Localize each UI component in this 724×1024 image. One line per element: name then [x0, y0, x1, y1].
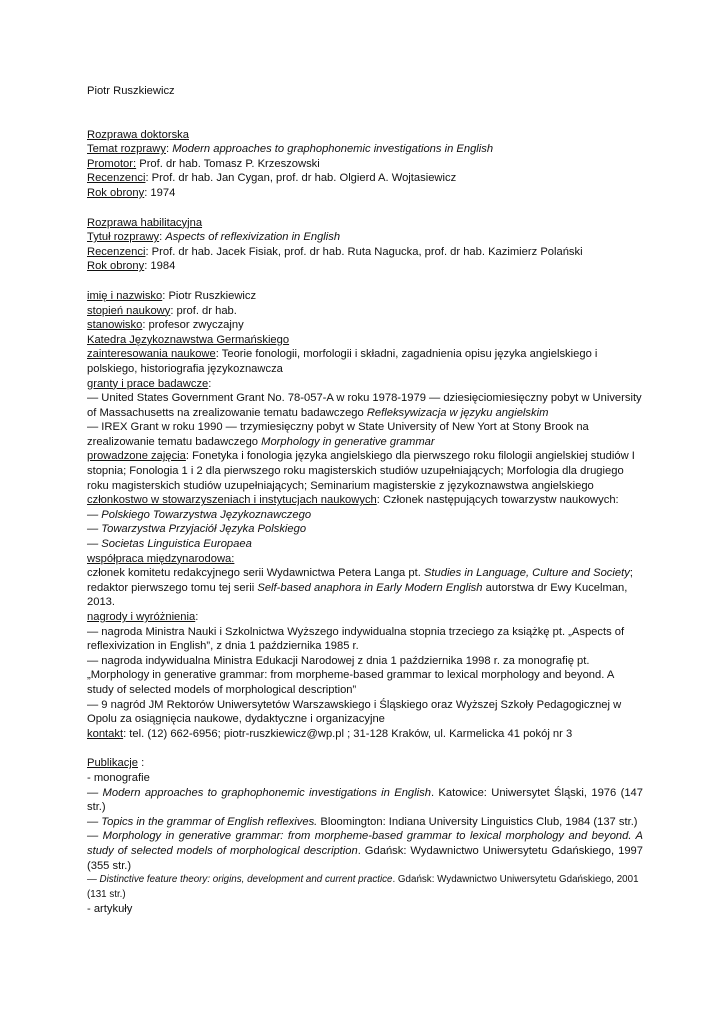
interests-label: zainteresowania naukowe	[87, 348, 216, 361]
cooperation-text	[87, 566, 643, 610]
habilitation-heading: Rozprawa habilitacyjna	[87, 216, 203, 229]
profile-memberships	[87, 493, 643, 508]
reviewers-value: : Prof. dr hab. Jacek Fisiak, prof. dr hab. Ruta Nagucka, prof. dr hab. Kazimierz Polański	[145, 245, 583, 258]
coop-text-3: autorstwa dr Ewy Kucelman, 2013.	[87, 581, 628, 609]
publications-suffix: :	[138, 757, 145, 770]
profile-interests	[87, 347, 643, 376]
year-value: : 1974	[144, 186, 176, 199]
doctorate-year	[87, 186, 643, 201]
topic-value: Modern approaches to graphophonemic investigations in English	[172, 143, 494, 156]
degree-value: : prof. dr hab.	[170, 304, 237, 317]
habilitation-reviewers	[87, 245, 643, 260]
degree-label: stopień naukowy	[87, 304, 171, 317]
grants-label: granty i prace badawcze	[87, 377, 209, 390]
profile-name	[87, 289, 643, 304]
year-label: Rok obrony	[87, 186, 145, 199]
position-label: stanowisko	[87, 319, 143, 332]
doctorate-section	[87, 128, 643, 201]
society-item-3: — Societas Linguistica Europaea	[87, 538, 252, 551]
monograph-item-3	[87, 829, 643, 873]
mono1-details: . Katowice: Uniwersytet Śląski, 1976 (147 str.)	[87, 786, 643, 814]
monograph-item-1	[87, 786, 643, 815]
title-label: Tytuł rozprawy	[87, 231, 160, 244]
interests-value: : Teorie fonologii, morfologii i składni, zagadnienia opisu języka angielskiego i polskiego, historiografia językoznawcza	[87, 348, 598, 375]
memberships-value: : Członek następujących towarzystw naukowych:	[376, 494, 619, 507]
award-item-3: — 9 nagród JM Rektorów Uniwersytetów Warszawskiego i Śląskiego oraz Wyższej Szkoły Pedagogicznej w Opolu za osiągnięcia naukowe, dydaktyczne i organizacyjne	[87, 698, 622, 726]
grant2-text: — IREX Grant w roku 1990 — trzymiesięczny pobyt w State University of New Yort at Stony Brook na zrealizowanie tematu badawczego	[87, 421, 589, 448]
awards-colon: :	[195, 611, 199, 623]
profile-section	[87, 289, 643, 741]
reviewers-label: Recenzenci	[87, 245, 146, 258]
doctorate-reviewers	[87, 171, 643, 186]
awards-label: nagrody i wyróżnienia	[87, 611, 196, 623]
habilitation-year	[87, 259, 643, 274]
society-item-1: — Polskiego Towarzystwa Językoznawczego	[87, 508, 312, 521]
name-value: : Piotr Ruszkiewicz	[162, 289, 257, 302]
mono1-title: — Modern approaches to graphophonemic investigations in English	[87, 786, 431, 799]
topic-label: Temat rozprawy	[87, 143, 166, 156]
mono3-details: . Gdańsk: Wydawnictwo Uniwersytetu Gdańskiego, 1997 (355 str.)	[87, 844, 643, 872]
publications-section	[87, 756, 643, 917]
grant1-italic: Refleksywizacja w języku angielskim	[366, 406, 549, 419]
memberships-label: członkostwo w stowarzyszeniach i instytucjach naukowych	[87, 494, 377, 507]
award-item-1: — nagroda Ministra Nauki i Szkolnictwa Wyższego indywidualna stopnia trzeciego za książkę pt. „Aspects of reflexivization in English”, z dnia 1 października 1985 r.	[87, 625, 625, 653]
articles-label: - artykuły	[87, 903, 133, 916]
position-value: : profesor zwyczajny	[142, 319, 244, 332]
reviewers-value: : Prof. dr hab. Jan Cygan, prof. dr hab. Olgierd A. Wojtasiewicz	[145, 172, 457, 185]
reviewers-label: Recenzenci	[87, 172, 146, 185]
profile-grants-heading: granty i prace badawcze:	[87, 377, 212, 390]
grant-item-1	[87, 391, 643, 420]
year-label: Rok obrony	[87, 260, 145, 273]
mono2-title: — Topics in the grammar of English reflexives.	[87, 815, 318, 828]
doctorate-promoter	[87, 157, 643, 172]
classes-label: prowadzone zajęcia	[87, 450, 186, 463]
contact-value: : tel. (12) 662-6956; piotr-ruszkiewicz@wp.pl ; 31-128 Kraków, ul. Karmelicka 41 pokój nr 3	[123, 727, 573, 740]
coop-text-1: członek komitetu redakcyjnego serii Wydawnictwa Petera Langa pt.	[87, 567, 424, 580]
habilitation-title: Tytuł rozprawy: Aspects of reflexivization in English	[87, 231, 341, 244]
cooperation-heading: współpraca międzynarodowa:	[87, 552, 235, 565]
grant2-italic: Morphology in generative grammar	[261, 435, 435, 448]
habilitation-section	[87, 216, 643, 274]
grant-item-2	[87, 420, 643, 449]
mono4-details: . Gdańsk: Wydawnictwo Uniwersytetu Gdańskiego, 2001 (131 str.)	[87, 874, 639, 900]
mono2-details: Bloomington: Indiana University Linguistics Club, 1984 (137 str.)	[317, 815, 638, 828]
doctorate-topic: Temat rozprawy: Modern approaches to graphophonemic investigations in English	[87, 143, 494, 156]
author-name: Piotr Ruszkiewicz	[87, 85, 175, 97]
classes-value: : Fonetyka i fonologia języka angielskiego dla pierwszego roku filologii angielskiej studiów I stopnia; Fonologia 1 i 2 dla pierwszego roku magisterskich studiów uzupełniających; Morfologia dla drugiego roku magisterskich studiów uzupełniających; Seminarium magisterskie z językoznawstwa angielskiego	[87, 450, 635, 492]
monographs-label: - monografie	[87, 771, 150, 784]
award-item-2: — nagroda indywidualna Ministra Edukacji Narodowej z dnia 1 października 1998 r. za monografię pt. „Morphology in generative grammar: from morpheme-based grammar to lexical morphology and beyond. A study of selected models of morphological description”	[87, 654, 614, 696]
society-item-2: — Towarzystwa Przyjaciół Języka Polskiego	[87, 523, 307, 536]
coop-italic-1: Studies in Language, Culture and Society	[423, 567, 630, 580]
document-page	[87, 84, 643, 917]
title-value: Aspects of reflexivization in English	[165, 231, 341, 244]
doctorate-heading: Rozprawa doktorska	[87, 128, 189, 141]
coop-italic-2: Self-based anaphora in Early Modern English	[257, 581, 483, 594]
profile-classes	[87, 449, 643, 493]
promoter-value: Prof. dr hab. Tomasz P. Krzeszowski	[136, 157, 320, 170]
monograph-item-2	[87, 815, 643, 830]
monograph-item-4	[87, 873, 643, 902]
profile-position	[87, 318, 643, 333]
contact-label: kontakt	[87, 727, 124, 740]
profile-department: Katedra Językoznawstwa Germańskiego	[87, 333, 290, 346]
year-value: : 1984	[144, 260, 176, 273]
awards-heading	[87, 610, 643, 625]
publications-heading	[87, 756, 643, 771]
grant1-text: — United States Government Grant No. 78-057-A w roku 1978-1979 — dziesięciomiesięczny pobyt w University of Massachusetts na zrealizowanie tematu badawczego	[87, 392, 642, 419]
profile-degree	[87, 304, 643, 319]
mono3-title: — Morphology in generative grammar: from morpheme-based grammar to lexical morphology and beyond. A study of selected models of morphological description	[87, 830, 643, 857]
mono4-title: — Distinctive feature theory: origins, development and current practice	[87, 874, 393, 886]
name-label: imię i nazwisko	[87, 289, 163, 302]
publications-label: Publikacje	[87, 757, 138, 770]
promoter-label: Promotor:	[87, 157, 137, 170]
coop-text-2: ; redaktor pierwszego tomu tej serii	[87, 567, 633, 594]
profile-contact	[87, 727, 643, 742]
